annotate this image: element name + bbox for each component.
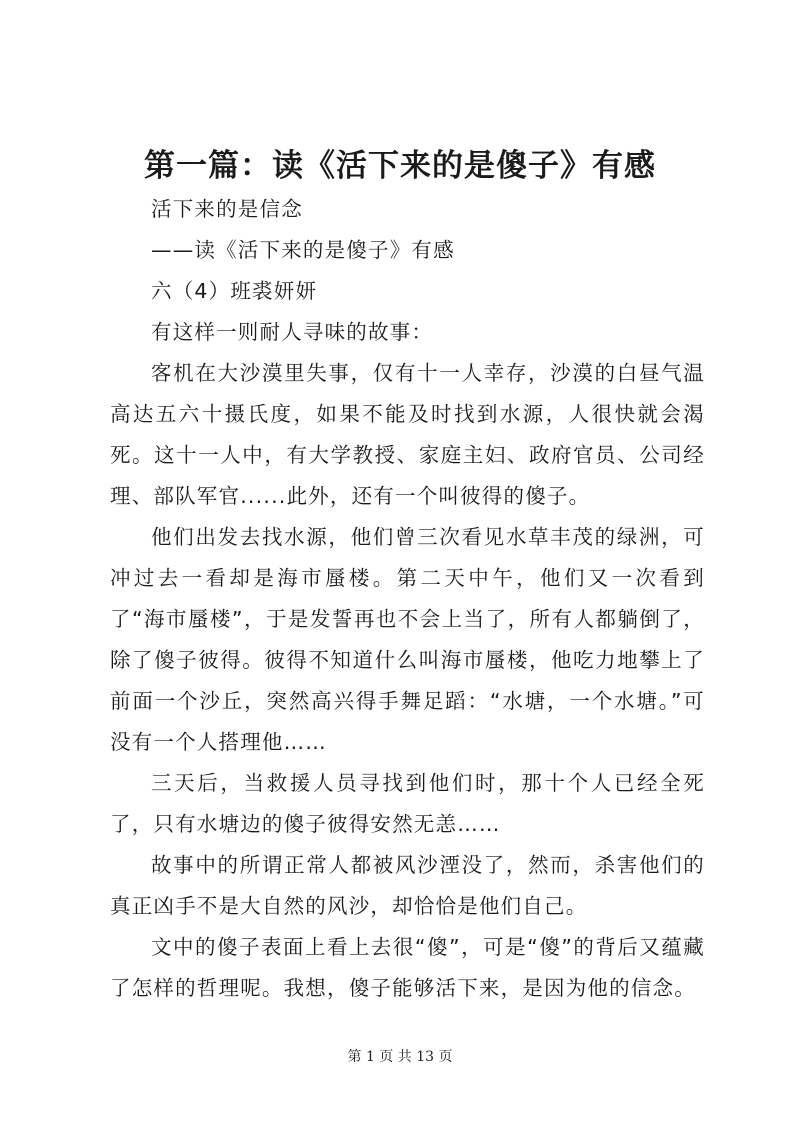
paragraph-intro: 有这样一则耐人寻味的故事：	[151, 320, 434, 344]
document-title: 第一篇：读《活下来的是傻子》有感	[144, 148, 656, 184]
paragraph-story-2: 他们出发去找水源，他们曾三次看见水草丰茂的绿洲，可冲过去一看却是海市蜃楼。第二天中午，他们又一次看到了“海市蜃楼”，于是发誓再也不会上当了，所有人都躺倒了，除了傻子彼得。彼得不知道什么叫海市蜃楼，他吃力地攀上了前面一个沙丘，突然高兴得手舞足蹈：“水塘，一个水塘。”可没有一个人搭理他……	[110, 525, 705, 754]
paragraph-subtitle: 活下来的是信念	[151, 197, 303, 221]
paragraph-story-3: 三天后，当救援人员寻找到他们时，那十个人已经全死了，只有水塘边的傻子彼得安然无恙……	[110, 771, 705, 836]
page-number-footer: 第 1 页 共 13 页	[347, 1049, 453, 1065]
paragraph-byline-title: ——读《活下来的是傻子》有感	[151, 238, 455, 262]
paragraph-reflection-2: 文中的傻子表面上看上去很“傻”，可是“傻”的背后又蕴藏了怎样的哲理呢。我想，傻子能够活下来，是因为他的信念。	[110, 935, 705, 1000]
paragraph-reflection-1: 故事中的所谓正常人都被风沙湮没了，然而，杀害他们的真正凶手不是大自然的风沙，却恰恰是他们自己。	[110, 853, 705, 918]
paragraph-author: 六（4）班裘妍妍	[151, 279, 318, 303]
paragraph-story-1: 客机在大沙漠里失事，仅有十一人幸存，沙漠的白昼气温高达五六十摄氏度，如果不能及时找到水源，人很快就会渴死。这十一人中，有大学教授、家庭主妇、政府官员、公司经理、部队军官......此外，还有一个叫彼得的傻子。	[110, 361, 705, 508]
document-body	[110, 189, 705, 1009]
